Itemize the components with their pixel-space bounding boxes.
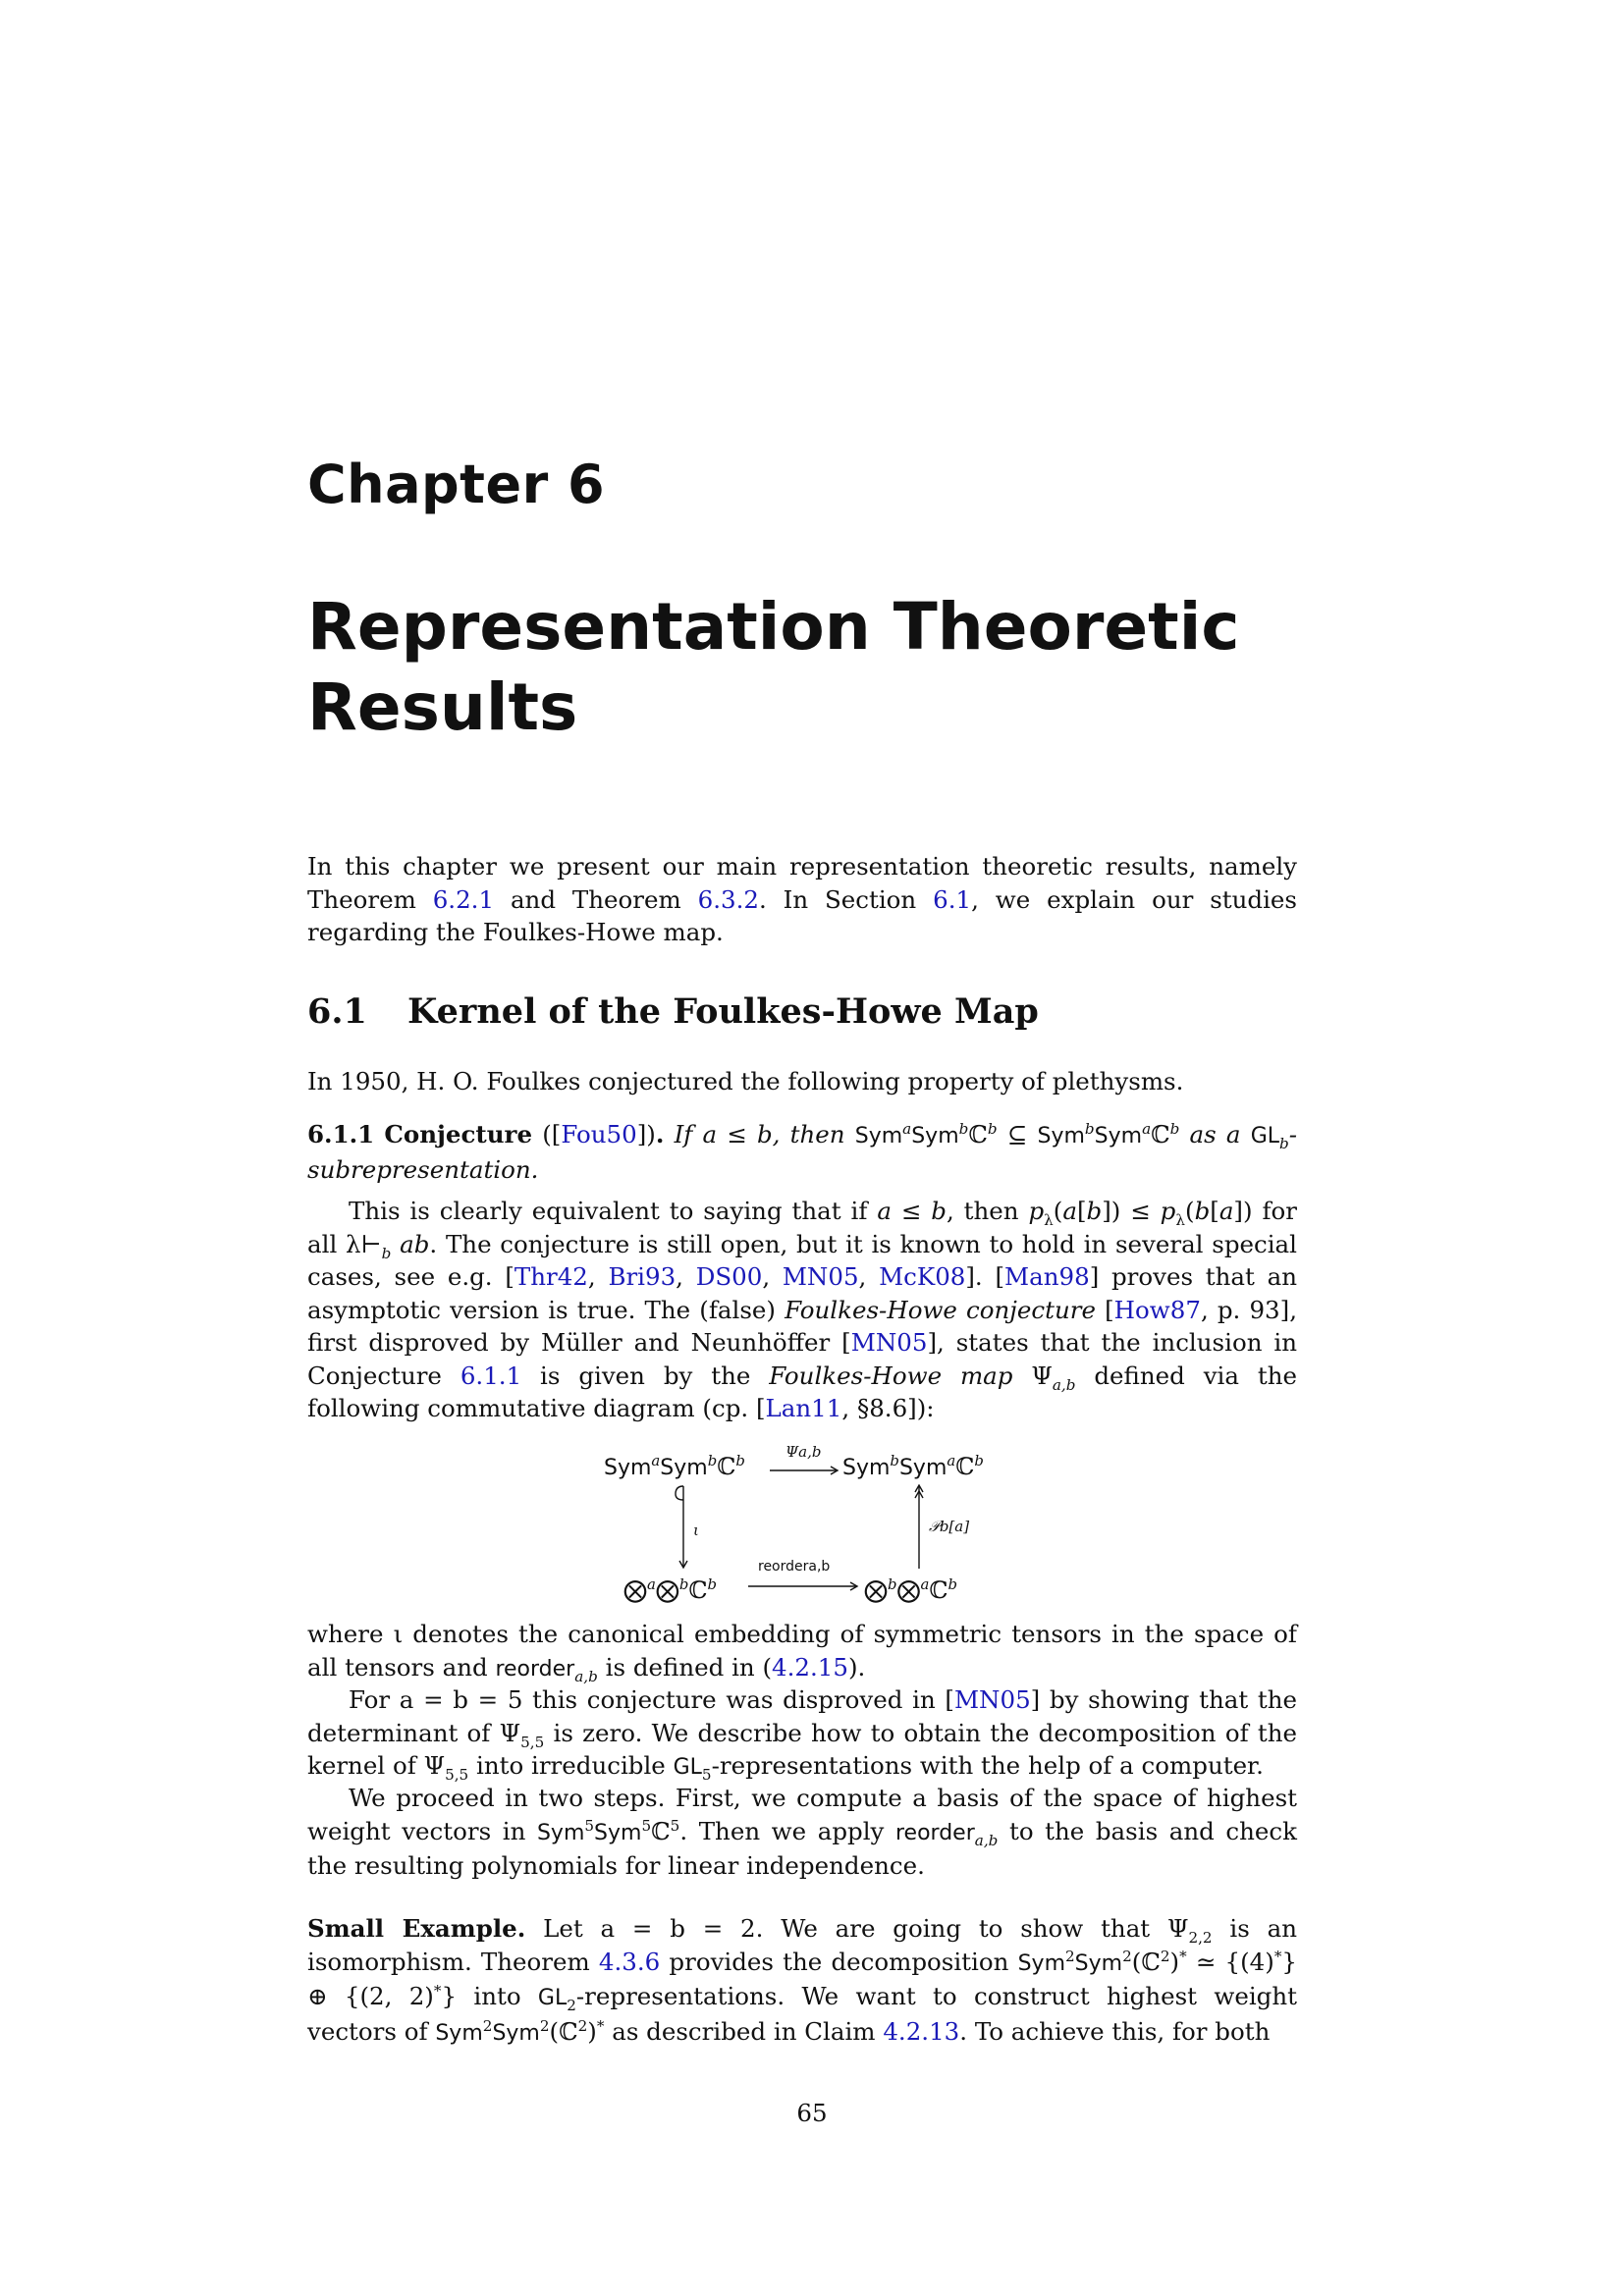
diagram-label-reorder: reordera,b xyxy=(758,1559,831,1575)
citation-link[interactable]: Fou50 xyxy=(561,1120,637,1148)
diagram-label-iota: ι xyxy=(693,1522,699,1539)
citation-link[interactable]: DS00 xyxy=(695,1262,763,1291)
section-number: 6.1 xyxy=(307,991,367,1032)
paragraph: where ι denotes the canonical embedding of symmetric tensors in the space of all tensors and reorder$_{a,b}$ is defined in (4.2.15). xyxy=(307,1620,1297,1685)
intro-text: , we explain our studies regarding the Foulkes-Howe map. xyxy=(307,884,1297,946)
conjecture-name: Conjecture xyxy=(384,1120,533,1148)
theorem-link[interactable]: 6.3.2 xyxy=(697,884,759,914)
page-number: 65 xyxy=(796,2099,828,2127)
commutative-diagram xyxy=(589,1443,1041,1610)
citation-link[interactable]: Man98 xyxy=(1004,1262,1090,1291)
conjecture-text: If xyxy=(674,1120,693,1148)
paragraph: For a = b = 5 this conjecture was disproved in [MN05] by showing that the determinant of $\Psi_{5,5}$ is zero. We describe how to obtain the decomposition of the kernel of $\Psi_{5,5}$ into irreducible $GL_5$-representations with the help of a computer. xyxy=(307,1685,1298,1784)
diagram-node-top-right: Sym$^b$Sym$^a$ℂ$^b$ xyxy=(842,1452,984,1480)
diagram-node-bottom-right: ⨂$^b$⨂$^a$ℂ$^b$ xyxy=(864,1575,958,1604)
paragraph: Small Example. Let a = b = 2. We are going to show that $\Psi_{2,2}$ is an isomorphism. Theorem 4.3.6 provides the decomposition Sym$^2$Sym$^2$(ℂ$^2$)* ≃ {(4)*} ⊕ {(2, 2)*} into $GL_2$-representations. We want to construct highest weight vectors of Sym$^2$Sym$^2$(ℂ$^2$)* as described in Claim 4.2.13. To achieve this, for both xyxy=(307,1914,1298,2046)
citation-link[interactable]: MN05 xyxy=(782,1262,859,1291)
citation-link[interactable]: MN05 xyxy=(850,1328,928,1357)
conjecture-text: as a xyxy=(1189,1120,1241,1148)
paragraph: We proceed in two steps. First, we compute a basis of the space of highest weight vectors in Sym$^5$Sym$^5$ℂ$^5$. Then we apply reorder$_{a,b}$ to the basis and check the resulting polynomials for linear independence. xyxy=(307,1784,1297,1880)
diagram-label-projection: 𝒫b[a] xyxy=(929,1518,970,1535)
conjecture-text: -subrepresentation. xyxy=(307,1120,1298,1184)
intro-text: . In Section xyxy=(758,884,934,914)
section-link[interactable]: 6.1 xyxy=(933,884,972,914)
citation-link[interactable]: McK08 xyxy=(879,1262,966,1291)
section-title: Kernel of the Foulkes-Howe Map xyxy=(407,991,1039,1032)
chapter-title: Representation Theoretic Results xyxy=(307,589,1240,745)
claim-link[interactable]: 4.2.13 xyxy=(883,2016,960,2046)
paragraph-heading: Small Example. xyxy=(307,1914,526,1943)
conjecture-link[interactable]: 6.1.1 xyxy=(460,1361,522,1390)
intro-paragraph xyxy=(307,850,1297,949)
diagram-node-top-left: Sym$^a$Sym$^b$ℂ$^b$ xyxy=(604,1452,745,1480)
intro-text: and Theorem xyxy=(494,884,698,914)
chapter-label: Chapter 6 xyxy=(307,454,606,515)
diagram-node-bottom-left: ⨂$^a$⨂$^b$ℂ$^b$ xyxy=(623,1575,718,1604)
citation-link[interactable]: Thr42 xyxy=(514,1262,588,1291)
conjecture-number: 6.1.1 xyxy=(307,1120,375,1148)
paragraph: In 1950, H. O. Foulkes conjectured the following property of plethysms. xyxy=(307,1067,1184,1095)
citation-link[interactable]: MN05 xyxy=(953,1685,1031,1714)
section-heading xyxy=(307,991,1039,1032)
theorem-link[interactable]: 4.3.6 xyxy=(598,1947,661,1976)
conjecture-text: then xyxy=(789,1120,845,1148)
citation-link[interactable]: Lan11 xyxy=(765,1394,842,1422)
diagram-label-psi: Ψa,b xyxy=(785,1443,822,1461)
citation-link[interactable]: Bri93 xyxy=(608,1262,677,1291)
paragraph: This is clearly equivalent to saying that if a ≤ b, then $p_\lambda(a[b]) \le p_\lambda(b[a])$ for all $\lambda⊢_b$ ab. The conjecture is still open, but it is known to hold in several special cases, see e.g. [Thr42, Bri93, DS00, MN05, McK08]. [Man98] proves that an asymptotic version is true. The (false) Foulkes-Howe conjecture [How87, p. 93], first disproved by Müller and Neunhöffer [MN05], states that the inclusion in Conjecture 6.1.1 is given by the Foulkes-Howe map $\Psi_{a,b}$ defined via the following commutative diagram (cp. [Lan11, §8.6]): xyxy=(307,1197,1298,1422)
diagram-arrows xyxy=(589,1443,1041,1610)
conjecture: 6.1.1 Conjecture ([Fou50]). If a ≤ b, then Sym$^a$Sym$^b$ℂ$^b$ ⊆ Sym$^b$Sym$^a$ℂ$^b$ as a $GL_b$-subrepresentation. xyxy=(307,1119,1298,1184)
theorem-link[interactable]: 6.2.1 xyxy=(432,884,495,914)
equation-link[interactable]: 4.2.15 xyxy=(772,1652,848,1682)
intro-text: In this chapter we present our main representation theoretic results, namely Theorem xyxy=(307,852,1297,914)
citation-link[interactable]: How87 xyxy=(1113,1295,1201,1324)
